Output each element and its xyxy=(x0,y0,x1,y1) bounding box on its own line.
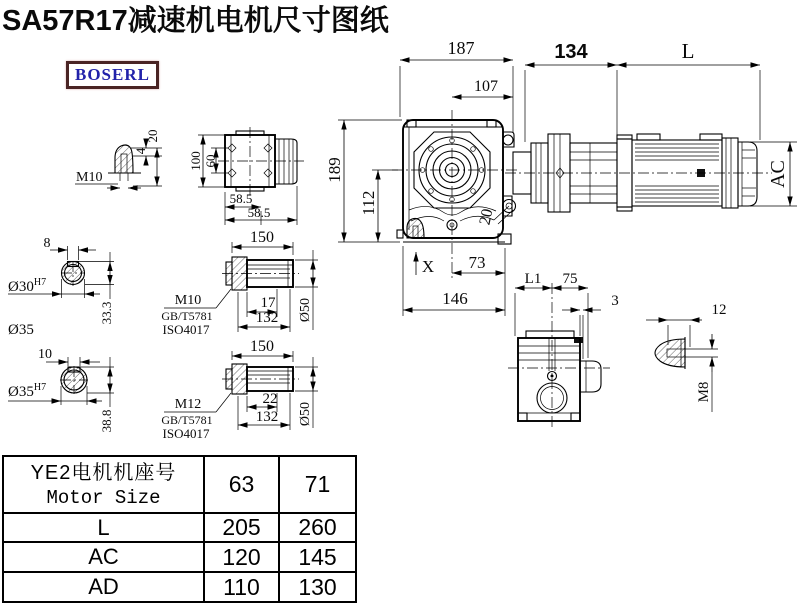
bore-section-2 xyxy=(8,347,114,432)
dim-187-label: 187 xyxy=(447,38,475,58)
bore2-dia-label: Ø35 xyxy=(8,384,34,400)
shaft-detail-1 xyxy=(161,229,318,337)
table-row-AC xyxy=(3,542,356,572)
bore1-out-label: Ø35 xyxy=(8,322,34,338)
motor-size-table xyxy=(2,455,357,603)
table-header-col-63: 63 xyxy=(204,456,279,513)
dim-73-label: 73 xyxy=(468,253,486,272)
gearbox-top-view xyxy=(188,127,304,225)
side-75-label: 75 xyxy=(562,271,578,287)
bore2-tol-label: H7 xyxy=(33,382,47,393)
dim-146-label: 146 xyxy=(442,289,468,308)
shaft1-screw-label: M10 xyxy=(174,293,202,308)
bore1-333-label: 33.3 xyxy=(99,301,114,325)
topview-585a-label: 58.5 xyxy=(229,191,253,206)
shaft-detail-2 xyxy=(161,338,318,441)
shaft1-std-label: GB/T5781 xyxy=(161,309,213,323)
topview-100-label: 100 xyxy=(188,151,203,171)
shaft1-132-label: 132 xyxy=(255,310,279,326)
shaft2-d50-label: Ø50 xyxy=(298,401,313,427)
table-header-row xyxy=(3,456,356,513)
shaft1-iso-label: ISO4017 xyxy=(162,322,210,337)
dim-107-label: 107 xyxy=(474,78,498,95)
row-AC-value-71: 145 xyxy=(279,542,356,572)
brand-logo: BOSERL xyxy=(66,61,159,89)
shaft1-17-label: 17 xyxy=(260,295,276,311)
breather-plug-view xyxy=(75,130,162,189)
row-AC-label: AC xyxy=(3,542,204,572)
shaft2-132-label: 132 xyxy=(255,409,279,425)
row-AD-value-63: 110 xyxy=(204,572,279,602)
svg-text:Ø35H7 xyxy=(8,382,46,400)
shaft2-22-label: 22 xyxy=(262,391,278,407)
m8-plug-view xyxy=(646,302,727,412)
shaft1-150-label: 150 xyxy=(250,229,274,246)
dim-20-label: 20 xyxy=(476,207,497,227)
topview-60-label: 60 xyxy=(203,154,218,168)
shaft1-d50-label: Ø50 xyxy=(298,297,313,323)
table-header-cn: YE2电机机座号 xyxy=(30,461,177,484)
shaft2-150-label: 150 xyxy=(250,338,274,355)
plug2-12-label: 12 xyxy=(711,302,727,318)
bore1-tol-label: H7 xyxy=(33,277,47,288)
row-AD-value-71: 130 xyxy=(279,572,356,602)
front-view xyxy=(325,110,520,316)
dim-AC-label: AC xyxy=(767,160,789,188)
row-AD-label: AD xyxy=(3,572,204,602)
dim-134-label: 134 xyxy=(554,41,588,63)
row-L-value-63: 205 xyxy=(204,513,279,542)
plug-4-label: 4 xyxy=(133,147,148,155)
row-L-label: L xyxy=(3,513,204,542)
bore1-dia-label: Ø30 xyxy=(8,279,34,295)
topview-585b-label: 58.5 xyxy=(247,205,271,220)
svg-text:Ø30H7 xyxy=(8,277,46,295)
bore1-8-label: 8 xyxy=(43,236,51,251)
motor-side-view xyxy=(505,134,772,212)
dim-L-label: L xyxy=(681,39,695,63)
shaft2-iso-label: ISO4017 xyxy=(162,426,210,441)
x-mark-label: X xyxy=(421,257,435,276)
bore2-10-label: 10 xyxy=(38,347,52,362)
side-L1-label: L1 xyxy=(524,271,542,287)
page-title: SA57R17减速机电机尺寸图纸 xyxy=(2,5,389,37)
dim-189-label: 189 xyxy=(325,157,344,183)
table-row-L xyxy=(3,513,356,542)
plug-20-label: 20 xyxy=(145,129,160,143)
side-3-label: 3 xyxy=(611,293,619,309)
plug-m10-label: M10 xyxy=(76,170,103,185)
table-header-col-71: 71 xyxy=(279,456,356,513)
table-header-en: Motor Size xyxy=(46,486,161,509)
side-bottom-view xyxy=(508,271,619,430)
table-header-title-cell xyxy=(3,456,204,513)
dim-112-label: 112 xyxy=(359,190,378,216)
bore2-388-label: 38.8 xyxy=(99,409,114,433)
bore-section-1 xyxy=(8,236,114,338)
table-row-AD xyxy=(3,572,356,602)
plug2-m8-label: M8 xyxy=(696,381,712,403)
shaft2-screw-label: M12 xyxy=(174,397,202,412)
shaft2-std-label: GB/T5781 xyxy=(161,413,213,427)
row-L-value-71: 260 xyxy=(279,513,356,542)
row-AC-value-63: 120 xyxy=(204,542,279,572)
